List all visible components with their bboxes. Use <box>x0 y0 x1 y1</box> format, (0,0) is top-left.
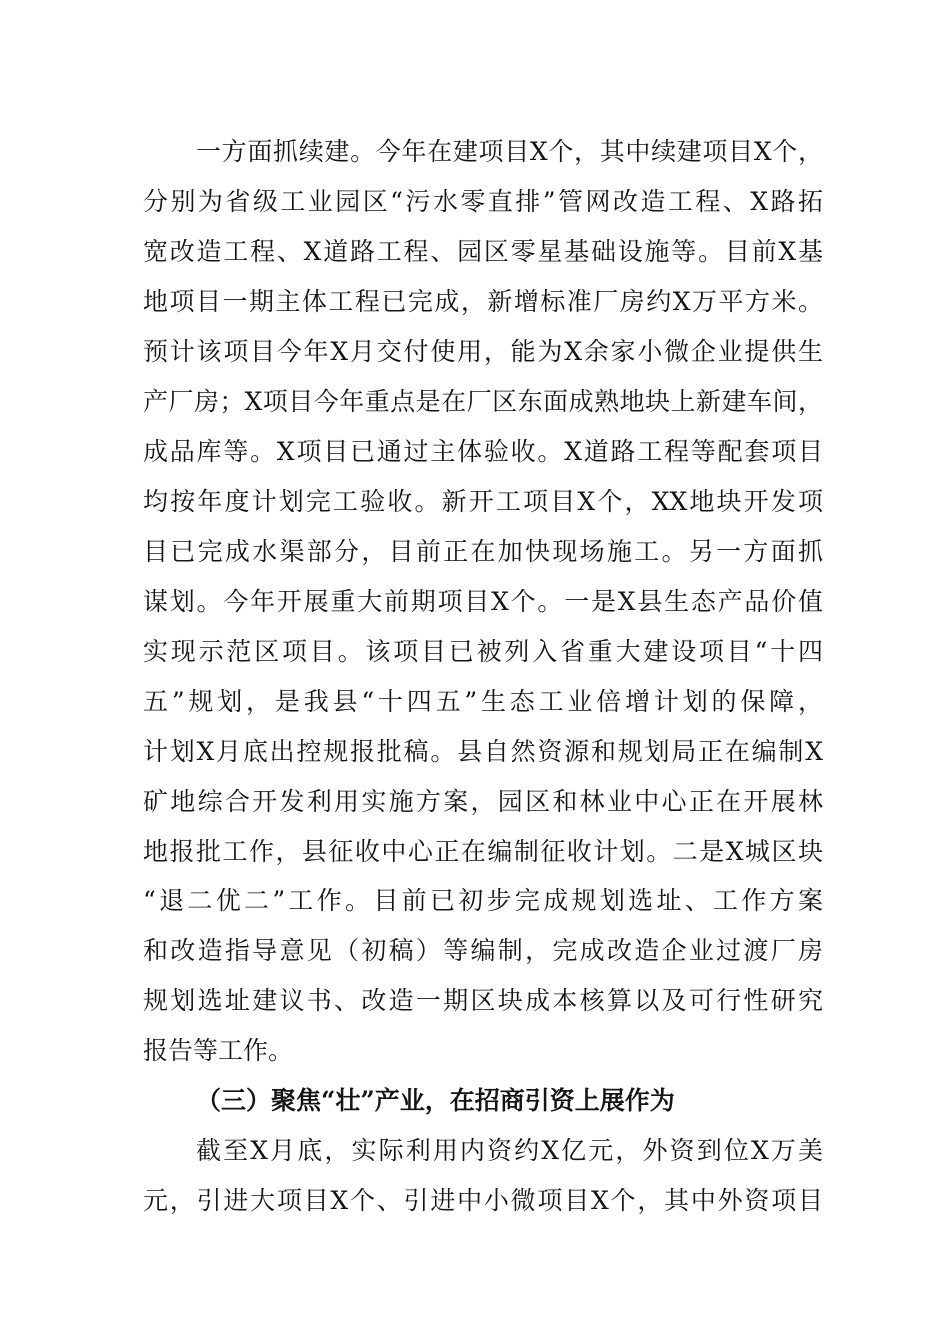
section-heading: （三）聚焦“壮”产业，在招商引资上展作为 <box>196 1086 675 1115</box>
paragraph-line: 谋划。今年开展重大前期项目X个。一是X县生态产品价值 <box>143 587 823 616</box>
paragraph-line: 报告等工作。 <box>143 1036 294 1065</box>
paragraph-line: 实现示范区项目。该项目已被列入省重大建设项目“十四 <box>143 637 823 666</box>
paragraph-line: 预计该项目今年X月交付使用，能为X余家小微企业提供生 <box>143 337 823 366</box>
paragraph-line: 五”规划，是我县“十四五”生态工业倍增计划的保障， <box>143 687 823 716</box>
paragraph-line: 和改造指导意见（初稿）等编制，完成改造企业过渡厂房 <box>143 936 823 965</box>
paragraph-line: 计划X月底出控规报批稿。县自然资源和规划局正在编制X <box>143 737 823 766</box>
paragraph-line: 截至X月底，实际利用内资约X亿元，外资到位X万美 <box>196 1136 823 1165</box>
paragraph-line: 均按年度计划完工验收。新开工项目X个，XX地块开发项 <box>143 487 823 516</box>
paragraph-line: 分别为省级工业园区“污水零直排”管网改造工程、X路拓 <box>143 187 823 216</box>
paragraph-line: 地报批工作，县征收中心正在编制征收计划。二是X城区块 <box>143 837 823 866</box>
paragraph-line: 产厂房；X项目今年重点是在厂区东面成熟地块上新建车间， <box>143 387 823 416</box>
paragraph-line: 地项目一期主体工程已完成，新增标准厂房约X万平方米。 <box>143 287 823 316</box>
paragraph-line: 目已完成水渠部分，目前正在加快现场施工。另一方面抓 <box>143 537 823 566</box>
paragraph-line: 宽改造工程、X道路工程、园区零星基础设施等。目前X基 <box>143 237 823 266</box>
paragraph-line: 成品库等。X项目已通过主体验收。X道路工程等配套项目 <box>143 437 823 466</box>
paragraph-line: “退二优二”工作。目前已初步完成规划选址、工作方案 <box>143 886 823 915</box>
paragraph-line: 规划选址建议书、改造一期区块成本核算以及可行性研究 <box>143 986 823 1015</box>
paragraph-line: 一方面抓续建。今年在建项目X个，其中续建项目X个， <box>196 137 823 166</box>
paragraph-line: 元，引进大项目X个、引进中小微项目X个，其中外资项目 <box>143 1186 823 1215</box>
paragraph-line: 矿地综合开发利用实施方案，园区和林业中心正在开展林 <box>143 787 823 816</box>
